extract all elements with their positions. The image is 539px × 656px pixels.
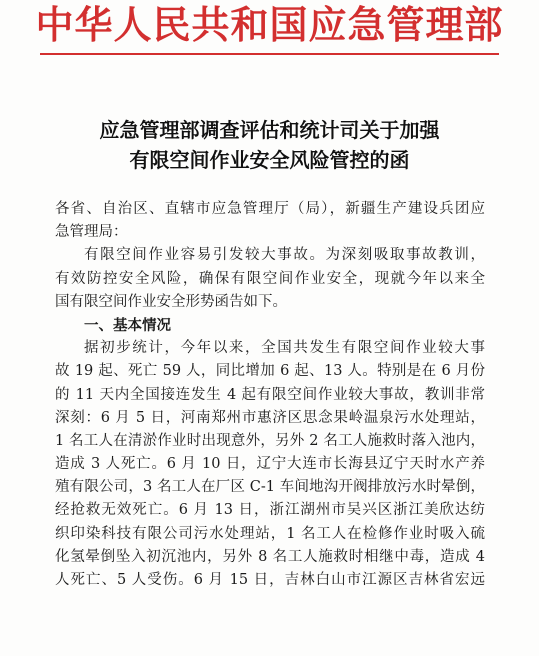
letterhead-red-rule xyxy=(40,53,499,55)
body-line: 造成 3 人死亡。6 月 10 日，辽宁大连市长海县辽宁天时水产养 xyxy=(55,456,485,473)
body-line-intro: 有限空间作业容易引发较大事故。为深刻吸取事故教训， xyxy=(84,247,485,264)
body-line: 深刻：6 月 5 日，河南郑州市惠济区思念果岭温泉污水处理站， xyxy=(55,409,485,426)
body-line-addressee: 各省、自治区、直辖市应急管理厅（局），新疆生产建设兵团应 xyxy=(55,201,485,217)
section-heading-basic-situation: 一、基本情况 xyxy=(84,316,171,334)
body-line-intro-end: 国有限空间作业安全形势函告如下。 xyxy=(55,293,287,310)
body-line: 人死亡、5 人受伤。6 月 15 日，吉林白山市江源区吉林省宏远 xyxy=(55,572,485,588)
body-line: 化氢晕倒坠入初沉池内，另外 8 名工人施救时相继中毒，造成 4 xyxy=(55,548,485,565)
body-line-addressee-cont: 急管理局： xyxy=(55,224,128,241)
body-line: 的 11 天内全国接连发生 4 起有限空间作业较大事故，教训非常 xyxy=(55,386,485,403)
body-line: 据初步统计，今年以来，全国共发生有限空间作业较大事 xyxy=(84,340,485,357)
document-body xyxy=(55,198,485,592)
body-line: 经抢救无效死亡。6 月 13 日，浙江湖州市吴兴区浙江美欣达纺 xyxy=(55,502,485,519)
document-title-line-1: 应急管理部调查评估和统计司关于加强 xyxy=(99,118,440,142)
body-line: 1 名工人在清淤作业时出现意外，另外 2 名工人施救时落入池内， xyxy=(55,432,485,449)
body-line-intro: 有效防控安全风险，确保有限空间作业安全，现就今年以来全 xyxy=(55,270,485,287)
body-line: 织印染科技有限公司污水处理站，1 名工人在检修作业时吸入硫 xyxy=(55,525,485,542)
body-line: 殖有限公司，3 名工人在厂区 C-1 车间地沟开阀排放污水时晕倒， xyxy=(55,479,485,496)
document-title-line-2: 有限空间作业安全风险管控的函 xyxy=(129,148,410,172)
letterhead-title: 中华人民共和国应急管理部 xyxy=(35,3,504,47)
body-line: 故 19 起、死亡 59 人，同比增加 6 起、13 人。特别是在 6 月份 xyxy=(55,363,485,380)
